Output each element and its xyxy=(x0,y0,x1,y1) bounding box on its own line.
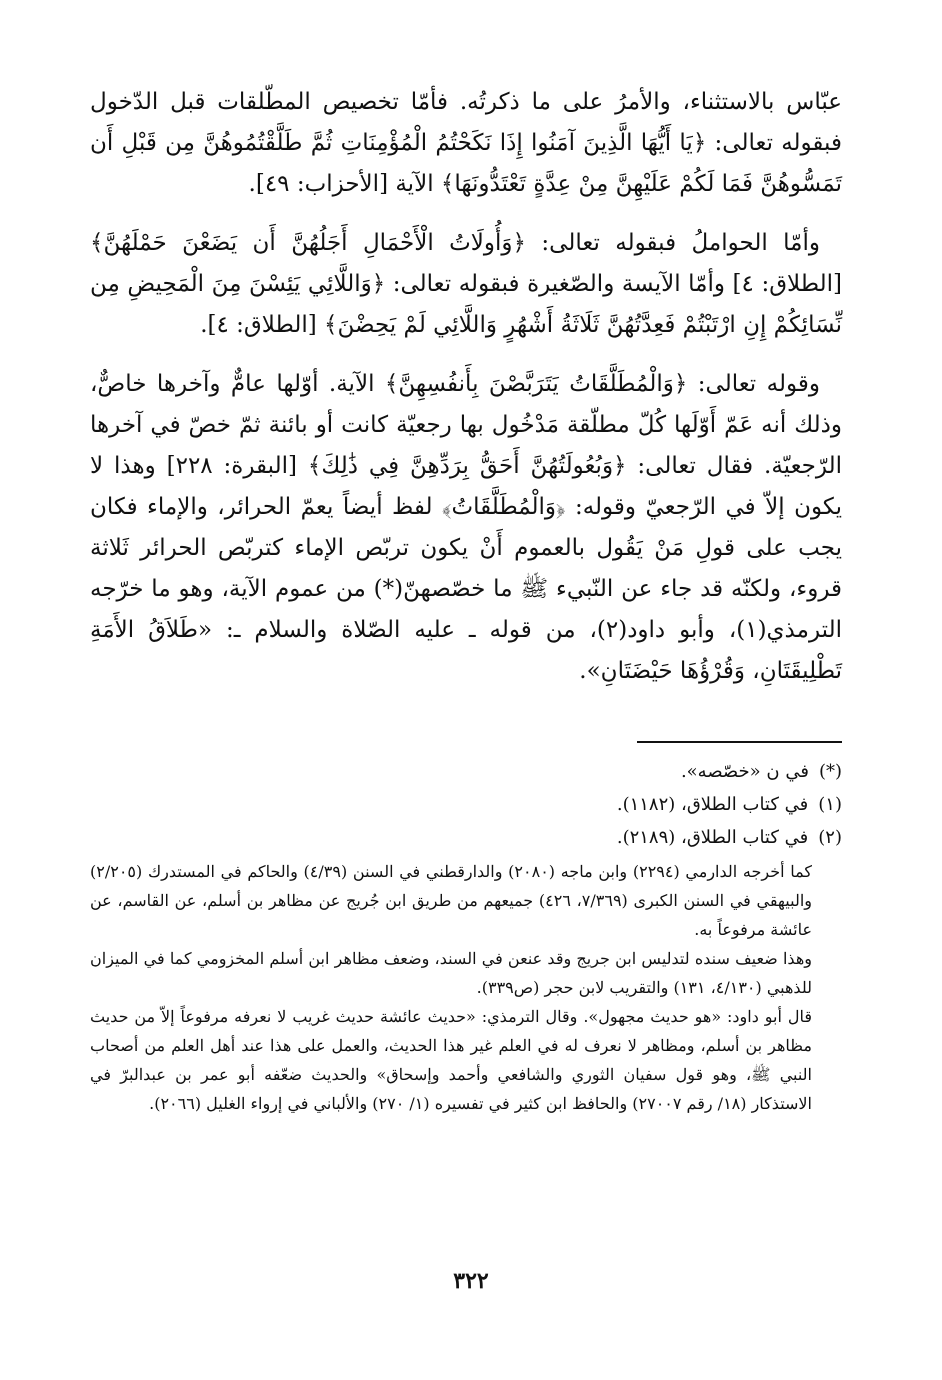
footnote-1-text: في كتاب الطلاق، (١١٨٢). xyxy=(616,794,809,815)
footnote-1-mark: (١) xyxy=(818,794,842,815)
paragraph-2-text: وأمّا الحواملُ فبقوله تعالى: ﴿وَأُولَاتُ الْأَحْمَالِ أَجَلُهُنَّ أَن يَضَعْنَ حَمْلَهُنَّ﴾ [الطلاق: ٤] وأمّا الآيسة والصّغيرة فبقوله تعالى: ﴿وَاللَّائِي يَئِسْنَ مِنَ الْمَحِيضِ مِن نِّسَائِكُمْ إِنِ ارْتَبْتُمْ فَعِدَّتُهُنَّ ثَلَاثَةُ أَشْهُرٍ وَاللَّائِي لَمْ يَحِضْنَ﴾ [الطلاق: ٤]. xyxy=(90,230,843,338)
paragraph-2 xyxy=(90,223,842,346)
footnotes xyxy=(90,756,842,1118)
footnote-divider xyxy=(637,741,842,743)
footnote-detail-takhrij: كما أخرجه الدارمي (٢٢٩٤) وابن ماجه (٢٠٨٠) والدارقطني في السنن (٤/٣٩) والحاكم في المستدرك (٢/٢٠٥) والبيهقي في السنن الكبرى (٧/٣٦٩، ٤٢٦) جميعهم من طريق ابن جُريج عن مظاهر بن أسلم، عن القاسم، عن عائشة مرفوعاً به. xyxy=(90,862,813,939)
paragraph-3-text: وقوله تعالى: ﴿وَالْمُطَلَّقَاتُ يَتَرَبَّصْنَ بِأَنفُسِهِنَّ﴾ الآية. أوّلها عامٌّ وآخرها خاصٌّ، وذلك أنه عَمّ أَوّلَها كُلّ مطلّقة مَدْخُول بها رجعيّة كانت أو بائنة ثمّ خصّ في آخرها الرّجعيّة. فقال تعالى: ﴿وَبُعُولَتُهُنَّ أَحَقُّ بِرَدِّهِنَّ فِي ذَٰلِكَ﴾ [البقرة: ٢٢٨] وهذا لا يكون إلاّ في الرّجعيّ وقوله: ﴿وَالْمُطَلَّقَاتُ﴾ لفظ أيضاً يعمّ الحرائر، والإماء فكان يجب على قولِ مَنْ يَقُول بالعموم أَنْ يكون تربّص الإماء كتربّص الحرائر ثَلاثة قروء، ولكنّه قد جاء عن النّبيء ﷺ ما خصّصهنّ(*) من عموم الآية، وهو ما خرّجه الترمذي(١)، وأبو داود(٢)، من قوله ـ عليه الصّلاة والسلام ـ: «طَلاَقُ الأَمَةِ تَطْلِيقَتَانِ، وَقُرْؤُهَا حَيْضَتَانِ». xyxy=(90,371,842,684)
footnote-1 xyxy=(90,789,842,820)
main-text xyxy=(90,82,842,710)
footnote-2-details xyxy=(90,857,812,1118)
paragraph-3 xyxy=(90,364,842,692)
footnote-detail-weakness: وهذا ضعيف سنده لتدليس ابن جريج وقد عنعن في السند، وضعف مظاهر ابن أسلم المخزومي كما في الميزان للذهبي (٤/١٣٠، ١٣١) والتقريب لابن حجر (ص٣٣٩). xyxy=(90,949,812,997)
footnote-2-text: في كتاب الطلاق، (٢١٨٩). xyxy=(616,827,809,848)
footnote-star-mark: (*) xyxy=(818,761,842,782)
footnote-2-mark: (٢) xyxy=(818,827,842,848)
paragraph-1-text: عبّاس بالاستثناء، والأمرُ على ما ذكرتُه. فأمّا تخصيص المطّلقات قبل الدّخول فبقوله تعالى: ﴿يَا أَيُّهَا الَّذِينَ آمَنُوا إِذَا نَكَحْتُمُ الْمُؤْمِنَاتِ ثُمَّ طَلَّقْتُمُوهُنَّ مِن قَبْلِ أَن تَمَسُّوهُنَّ فَمَا لَكُمْ عَلَيْهِنَّ مِنْ عِدَّةٍ تَعْتَدُّونَهَا﴾ الآية [الأحزاب: ٤٩]. xyxy=(90,89,842,197)
footnote-star-text: في ن «خصّصه». xyxy=(680,761,809,782)
footnote-star xyxy=(90,756,842,787)
footnote-detail-opinions: قال أبو داود: «هو حديث مجهول». وقال الترمذي: «حديث عائشة حديث غريب لا نعرفه مرفوعاً إلاّ من حديث مظاهر بن أسلم، ومظاهر لا نعرف له في العلم غير هذا الحديث، والعمل على هذا عند أهل العلم من أصحاب النبي ﷺ، وهو قول سفيان الثوري والشافعي وأحمد وإسحاق» والحديث ضعّفه أبو عمر بن عبدالبرّ في الاستذكار (١٨/ رقم ٢٧٠٠٧) والحافظ ابن كثير في تفسيره (١/ ٢٧٠) والألباني في إرواء الغليل (٢٠٦٦). xyxy=(90,1007,812,1113)
footnote-2 xyxy=(90,822,842,853)
paragraph-1 xyxy=(90,82,842,205)
page-number: ٣٢٢ xyxy=(453,1268,489,1294)
